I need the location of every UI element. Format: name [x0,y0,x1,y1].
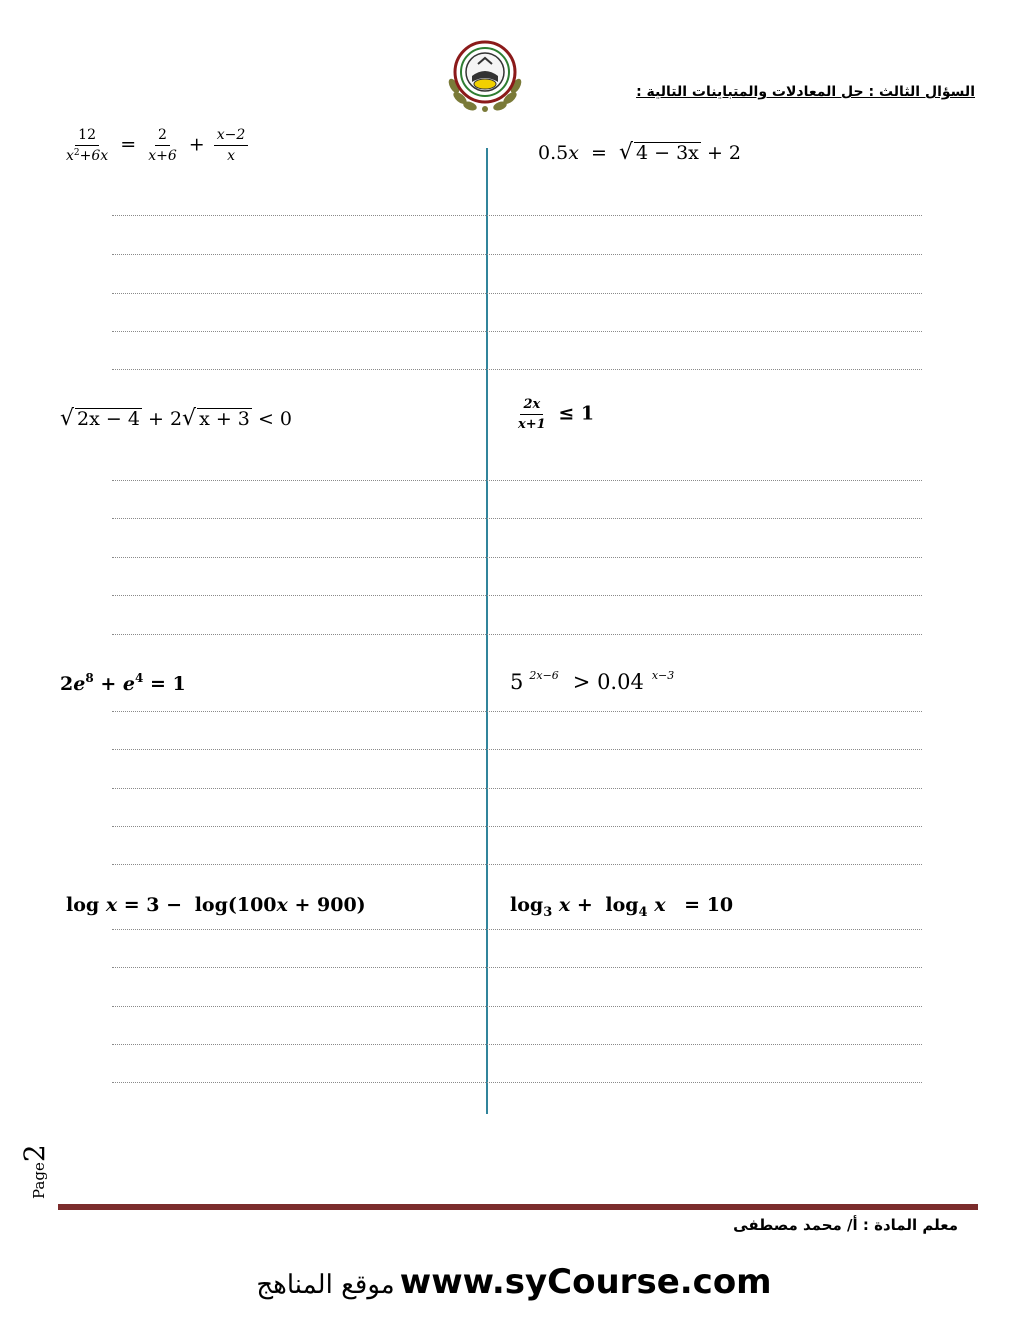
problem-log-base-equation: $\log_3 x + \log_4 x = 10$ [510,894,734,920]
teacher-name: معلم المادة : أ/ محمد مصطفى [733,1216,958,1234]
answer-line [112,826,922,827]
plus-sign: + [188,133,205,156]
square-root: √ 4 − 3x [618,140,699,165]
answer-line [112,1006,922,1007]
problem-rational-inequality: $\frac{2x}{x+1}$ ≤ 1 [512,398,594,431]
problem-exponential-equation: $2e^8 + e^4 = 1$ [60,671,186,695]
answer-line [112,634,922,635]
equals-sign: = [120,133,137,156]
answer-line [112,788,922,789]
question-title: السؤال الثالث : حل المعادلات والمتباينات التالية : [636,84,975,100]
school-emblem-icon [440,36,530,116]
answer-line [112,967,922,968]
answer-line [112,331,922,332]
answer-line [112,1082,922,1083]
fraction: $\frac{2x}{x+1}$ [518,397,546,432]
answer-line [112,254,922,255]
problem-exponential-inequality: 5 $^{2x-6}$ > 0.04 $^{x-3}$ [510,669,675,694]
answer-line [112,864,922,865]
fraction-3: $\frac{x-2}{x}$ [214,128,249,163]
square-root-1: √ 2x − 4 [60,406,140,431]
problem-radical-inequality: √ 2x − 4 + 2 √ x + 3 < 0 [60,406,292,431]
answer-line [112,595,922,596]
answer-line [112,749,922,750]
answer-line [112,369,922,370]
fraction-1 [63,128,111,163]
problem-rational-equation [60,128,251,163]
answer-line [112,480,922,481]
fraction-1-denominator: $x^2+6x$ [66,148,109,164]
footer-bar [58,1204,978,1210]
answer-line [112,1044,922,1045]
square-root-2: √ x + 3 [182,406,250,431]
school-logo [440,36,530,116]
fraction-1-numerator: 12 [75,128,99,146]
site-watermark [0,1262,1020,1302]
answer-line [112,557,922,558]
fraction-2: $\frac{2}{x+6}$ [148,127,177,164]
answer-line [112,518,922,519]
page-number: Page2 [18,1144,51,1199]
problem-radical-equation: 0.5x = √ 4 − 3x + 2 [538,140,741,165]
answer-line [112,929,922,930]
answer-line [112,215,922,216]
problem-log-equation: log x = 3 − log(100x + 900) [66,894,366,916]
site-url: www.syCourse.com [399,1262,772,1302]
site-name: موقع المناهج [256,1270,395,1300]
answer-line [112,293,922,294]
answer-line [112,711,922,712]
